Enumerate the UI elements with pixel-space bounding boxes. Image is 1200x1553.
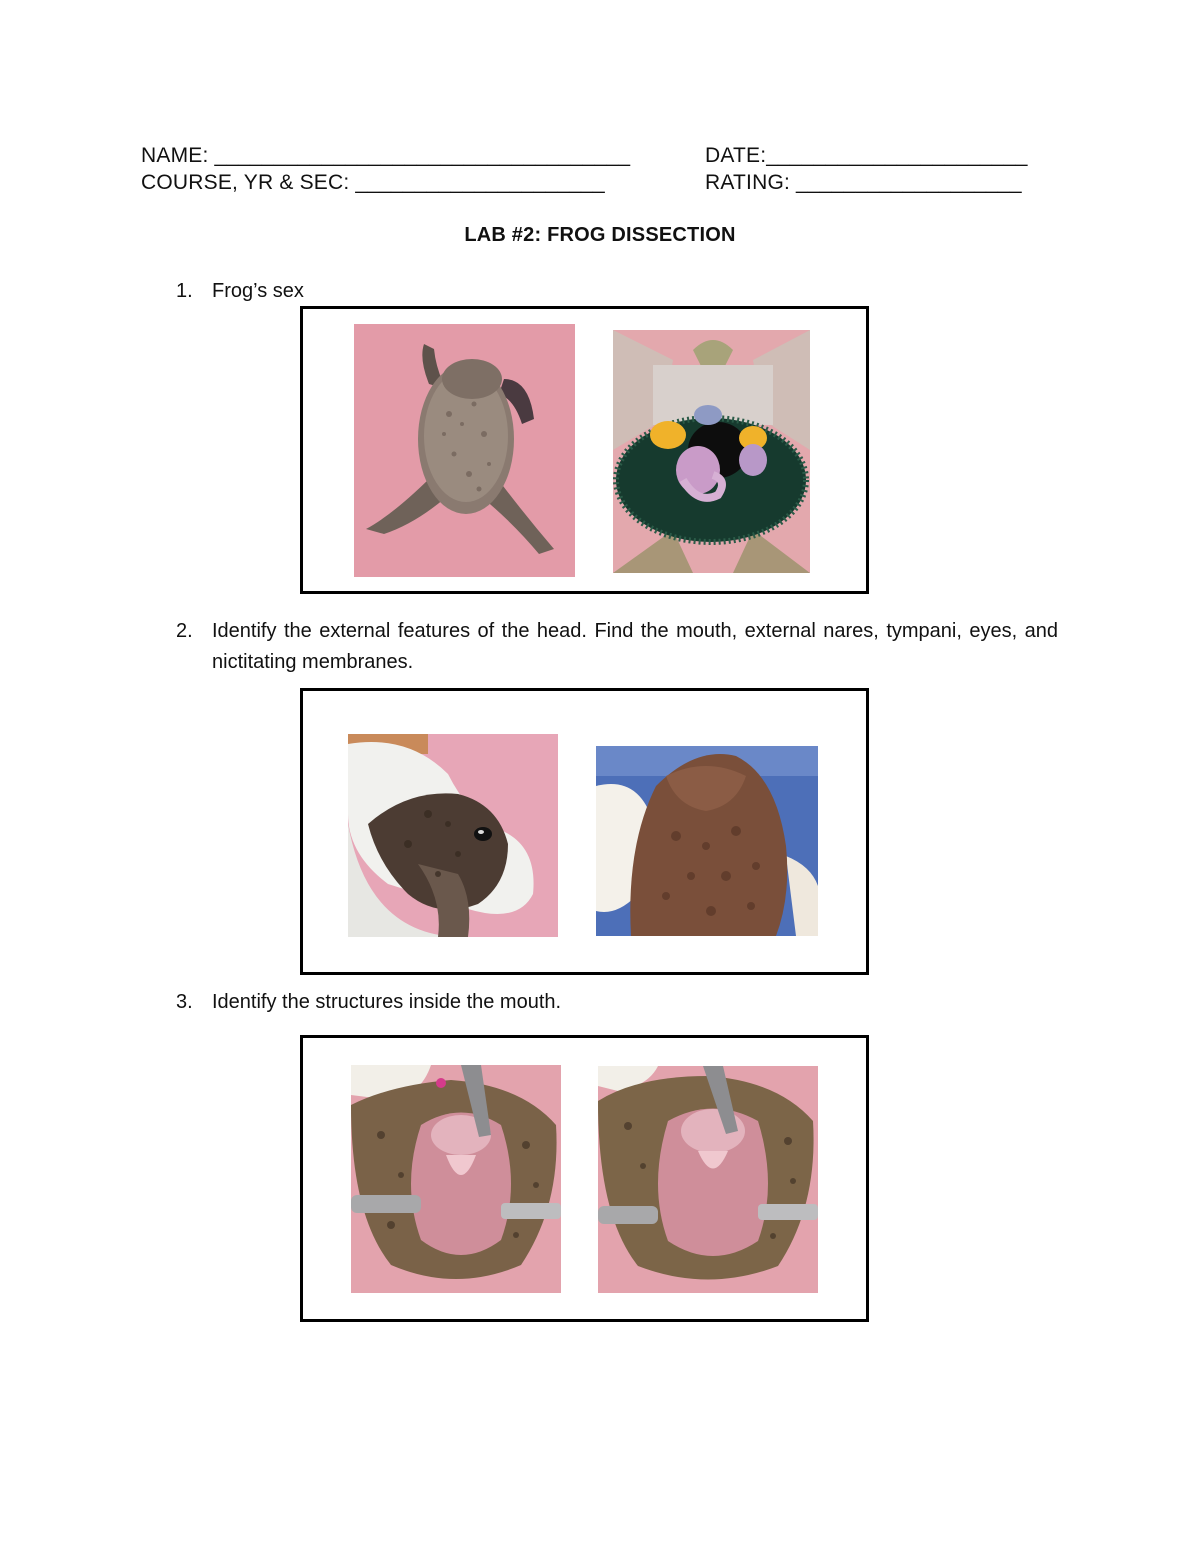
question-1-number: 1. [176, 280, 193, 302]
question-1-text: Frog’s sex [212, 280, 304, 302]
question-3-text: Identify the structures inside the mouth. [212, 991, 562, 1013]
frog-head-side-photo [348, 734, 558, 937]
question-2-image-frame [300, 688, 869, 975]
date-field: DATE:______________________ [705, 144, 1028, 167]
page-title: LAB #2: FROG DISSECTION [464, 224, 736, 246]
course-field: COURSE, YR & SEC: _____________________ [141, 171, 605, 194]
rating-field: RATING: ___________________ [705, 171, 1022, 194]
name-field: NAME: ___________________________________ [141, 144, 631, 167]
question-2-text: Identify the external features of the head. Find the mouth, external nares, tympani, eyes, and nictitating membranes. [212, 620, 1058, 673]
question-2-number: 2. [176, 620, 193, 642]
frog-dissected-photo [613, 330, 810, 573]
frog-head-dorsal-photo [596, 746, 818, 936]
question-3-image-frame [300, 1035, 869, 1322]
frog-ventral-photo [354, 324, 575, 577]
question-3-number: 3. [176, 991, 193, 1013]
frog-mouth-photo-1 [351, 1065, 561, 1293]
question-1-image-frame [300, 306, 869, 594]
frog-mouth-photo-2 [598, 1066, 818, 1293]
